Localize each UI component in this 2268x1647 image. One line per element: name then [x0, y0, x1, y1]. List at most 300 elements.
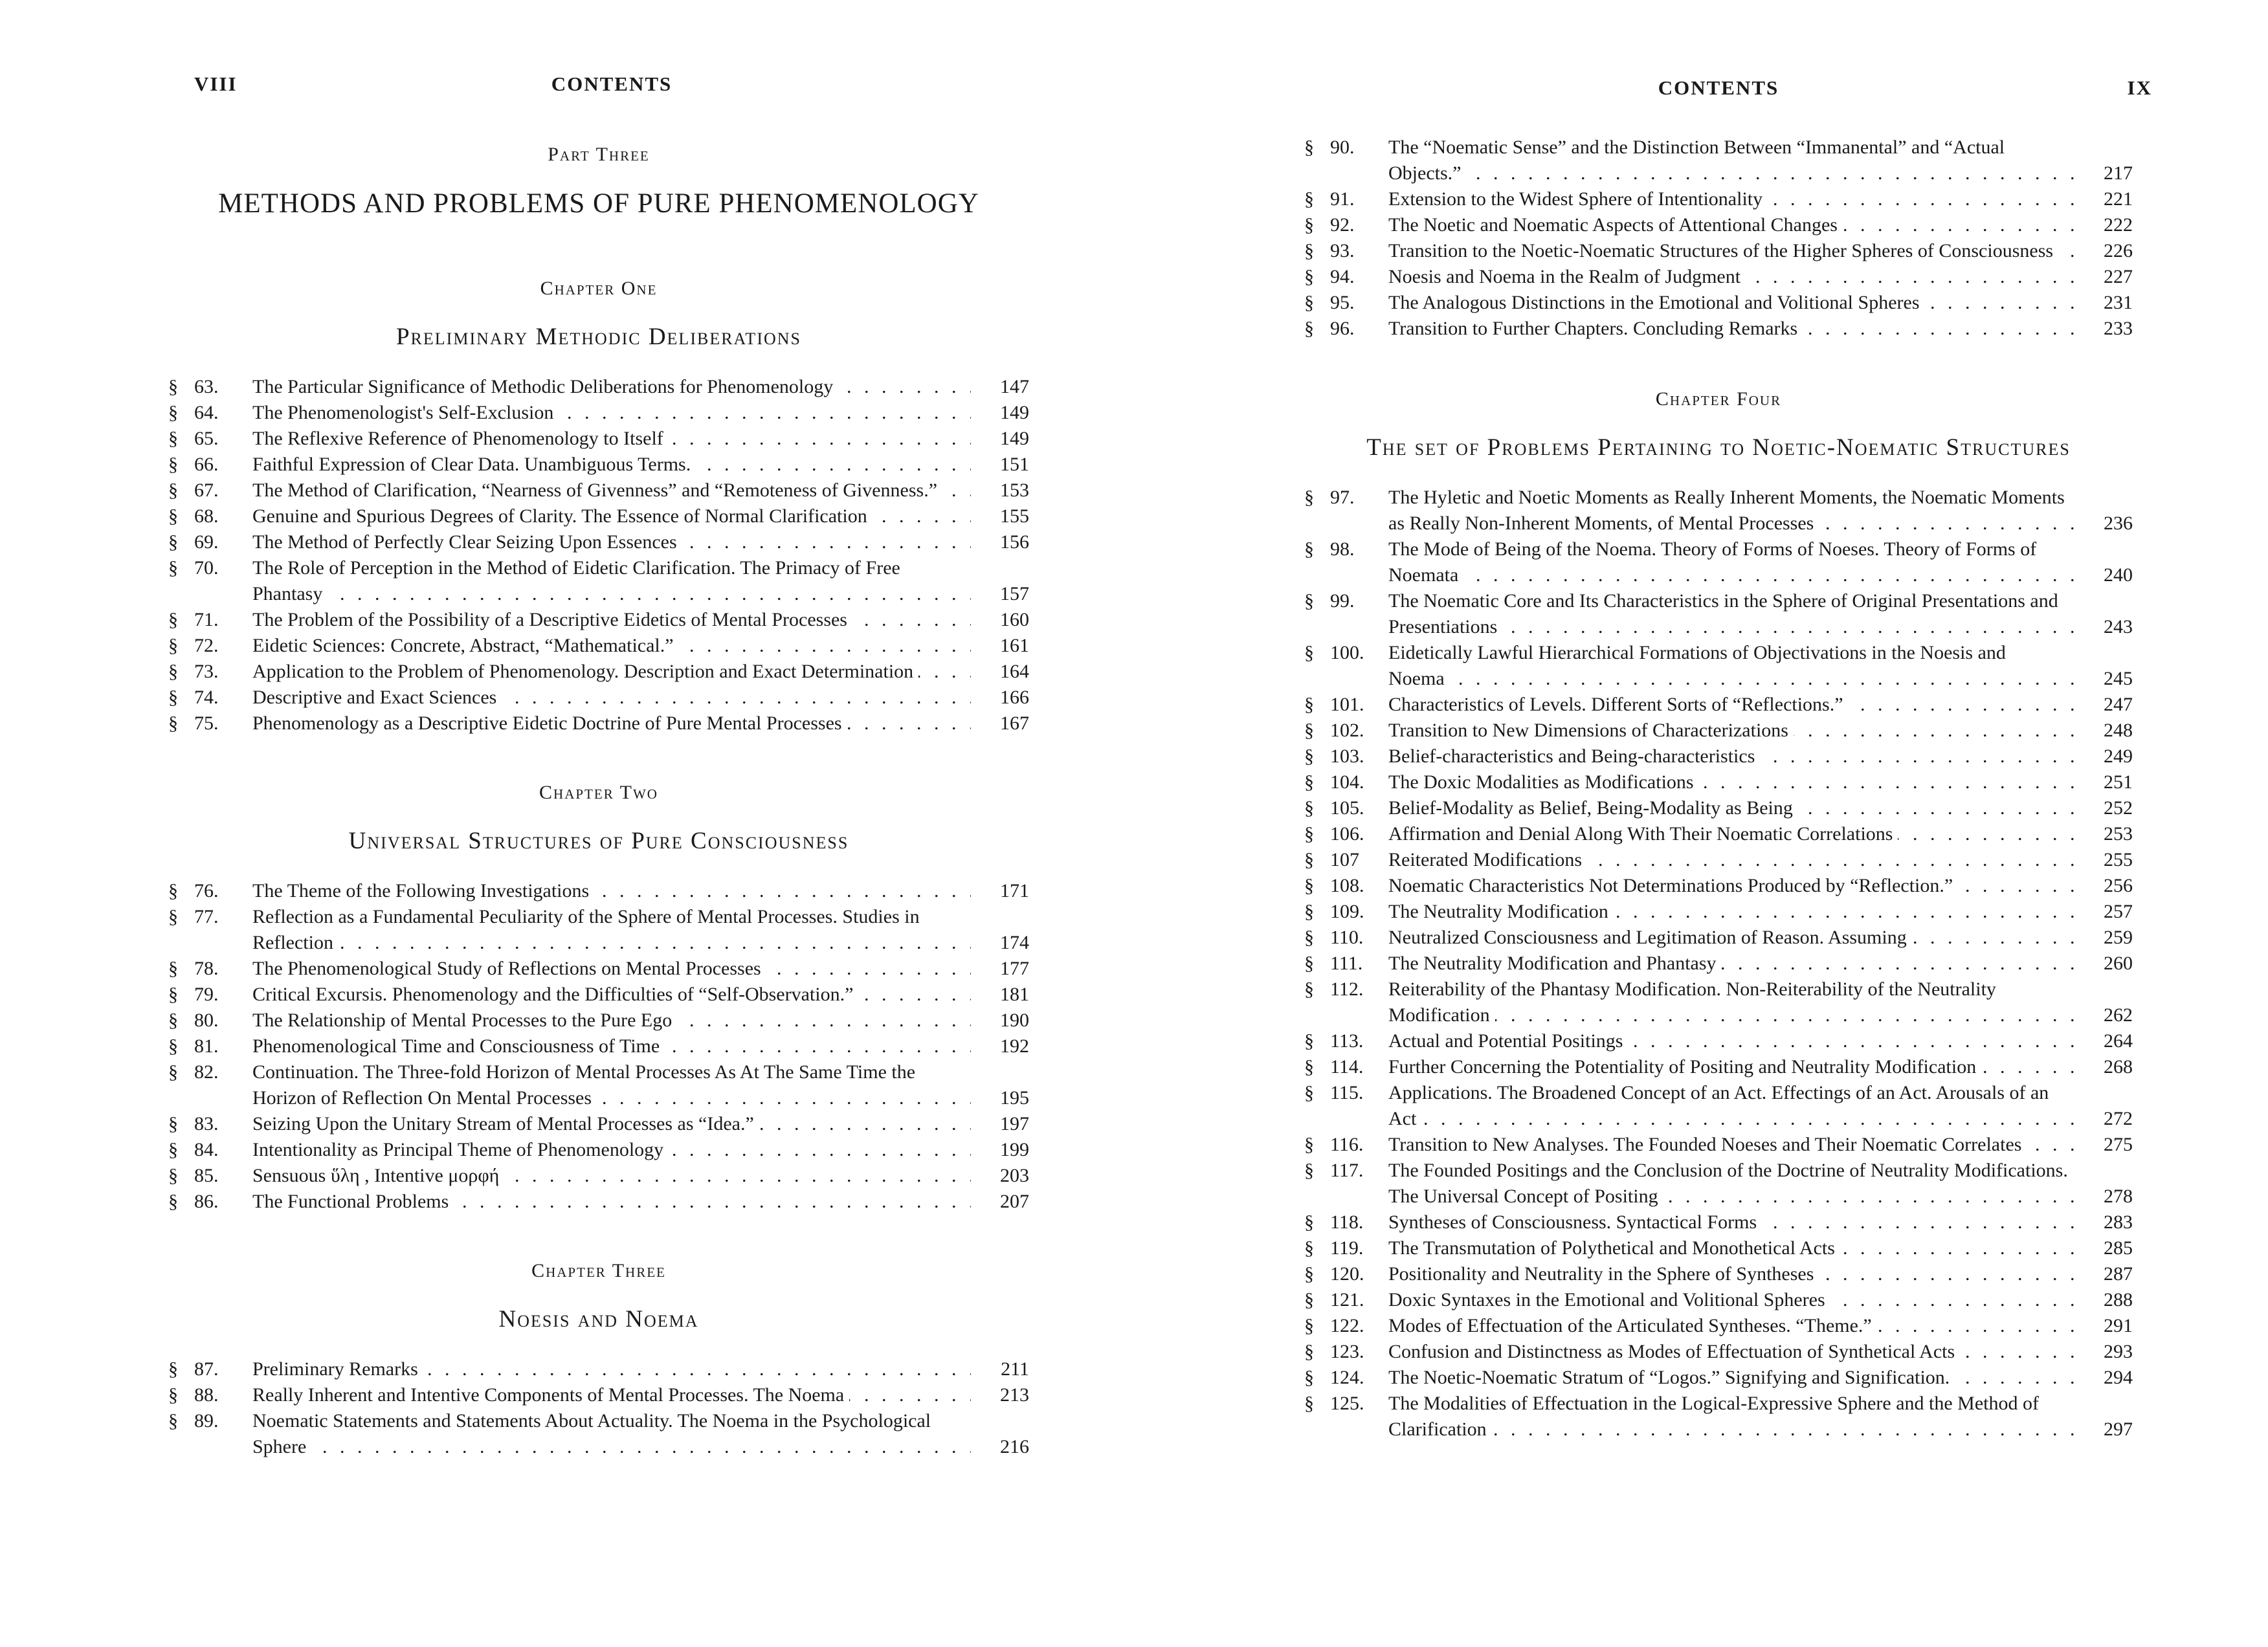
section-number [1304, 316, 1388, 342]
page-ref: 181 [1000, 984, 1029, 1005]
chapter-label: Chapter Four [1655, 388, 1782, 410]
left-chapters [168, 278, 1029, 1460]
page-ref: 155 [1000, 505, 1029, 527]
chapter-title: Preliminary Methodic Deliberations [395, 324, 801, 350]
entry-title: The Hyletic and Noetic Moments as Really Inherent Moments, the Noematic Moments as Really Non-Inherent Moments, of Mental Processes . . . [1388, 485, 2074, 536]
section-number-text: 63. [194, 376, 219, 397]
page-ref: 197 [1000, 1113, 1029, 1134]
toc-entry [1304, 290, 2133, 316]
page-ref: 253 [2104, 823, 2133, 845]
section-number [1304, 290, 1388, 316]
toc-entry [1304, 847, 2133, 873]
chapter-block [168, 278, 1029, 736]
section-number [168, 555, 252, 581]
page-ref: 231 [2104, 292, 2133, 313]
entry-title: Phenomenology as a Descriptive Eidetic Doctrine of Pure Mental Processes . . . [252, 711, 971, 736]
toc-entry [168, 452, 1029, 478]
section-sign: § [1304, 1056, 1314, 1078]
entry-title: Confusion and Distinctness as Modes of Effectuation of Synthetical Acts . . . [1388, 1339, 2074, 1365]
section-number [168, 659, 252, 685]
section-sign: § [168, 505, 178, 527]
toc-entry [168, 478, 1029, 503]
entry-title: Transition to the Noetic-Noematic Structures of the Higher Spheres of Consciousness . . . [1388, 238, 2074, 264]
section-number-text: 91. [1330, 188, 1355, 210]
section-sign: § [168, 1358, 178, 1380]
section-number [168, 374, 252, 400]
entry-title: The Reflexive Reference of Phenomenology to Itself . . . [252, 426, 971, 452]
toc-entry [1304, 925, 2133, 951]
section-number-text: 78. [194, 958, 219, 979]
section-number-text: 67. [194, 480, 219, 501]
page-ref: 227 [2104, 266, 2133, 287]
entry-title: Belief-Modality as Belief, Being-Modality as Being . . . [1388, 795, 2074, 821]
section-sign: § [1304, 642, 1314, 663]
toc-entry [168, 503, 1029, 529]
chapter-title: Universal Structures of Pure Consciousness [348, 828, 849, 854]
section-sign: § [1304, 1393, 1314, 1414]
section-number-text: 70. [194, 557, 219, 579]
page-ref: 268 [2104, 1056, 2133, 1078]
toc-entry [168, 426, 1029, 452]
toc-entry [168, 1008, 1029, 1034]
section-sign: § [168, 687, 178, 708]
section-number-text: 110. [1330, 927, 1364, 948]
section-number [1304, 1365, 1388, 1391]
section-sign: § [1304, 487, 1314, 508]
section-sign: § [1304, 823, 1314, 845]
section-number [1304, 795, 1388, 821]
section-sign: § [1304, 978, 1314, 1000]
section-number-text: 100. [1330, 642, 1364, 663]
section-sign: § [168, 1384, 178, 1406]
section-number [168, 711, 252, 736]
entry-title: The Modalities of Effectuation in the Logical-Expressive Sphere and the Method of Clarification . . . [1388, 1391, 2074, 1443]
section-number-text: 120. [1330, 1263, 1364, 1285]
section-sign: § [168, 1061, 178, 1083]
section-number-text: 90. [1330, 137, 1355, 158]
entry-title: The Problem of the Possibility of a Descriptive Eidetics of Mental Processes . . . [252, 607, 971, 633]
page-ref: 262 [2104, 1004, 2133, 1026]
entry-title: Phenomenological Time and Consciousness of Time . . . [252, 1034, 971, 1059]
running-header-right [1304, 76, 2152, 135]
page-ref: 192 [1000, 1035, 1029, 1057]
entry-title: The Transmutation of Polythetical and Monothetical Acts . . . [1388, 1235, 2074, 1261]
entry-title: Transition to New Dimensions of Characterizations . . . [1388, 718, 2074, 744]
toc-entry [1304, 588, 2133, 640]
section-number [168, 1034, 252, 1059]
section-number [168, 982, 252, 1008]
part-title: METHODS AND PROBLEMS OF PURE PHENOMENOLOGY [218, 188, 979, 219]
section-sign: § [1304, 318, 1314, 339]
chapter-block [168, 1260, 1029, 1460]
section-number-text: 125. [1330, 1393, 1364, 1414]
page-ref: 240 [2104, 564, 2133, 586]
toc-entry [1304, 873, 2133, 899]
toc-entry [168, 904, 1029, 956]
section-number [1304, 1080, 1388, 1106]
section-number-text: 66. [194, 454, 219, 475]
running-title-right: CONTENTS [1658, 76, 1779, 99]
section-sign: § [1304, 1263, 1314, 1285]
page-ref: 195 [1000, 1087, 1029, 1109]
section-number-text: 85. [194, 1165, 219, 1186]
page-ref: 166 [1000, 687, 1029, 708]
toc-entry [168, 1111, 1029, 1137]
section-number [168, 426, 252, 452]
toc-entry [168, 1137, 1029, 1163]
page-ref: 149 [1000, 402, 1029, 423]
entry-title: The Method of Clarification, “Nearness of Givenness” and “Remoteness of Givenness.” . . . [252, 478, 971, 503]
section-number [168, 904, 252, 930]
section-sign: § [168, 402, 178, 423]
entry-title: The Theme of the Following Investigations . . . [252, 878, 971, 904]
page-ref: 233 [2104, 318, 2133, 339]
toc-entry [1304, 1210, 2133, 1235]
section-number [1304, 212, 1388, 238]
page-ref: 243 [2104, 616, 2133, 637]
section-number-text: 94. [1330, 266, 1355, 287]
section-number-text: 112. [1330, 978, 1364, 1000]
section-number-text: 107 [1330, 849, 1359, 870]
entry-title: Reiterated Modifications . . . [1388, 847, 2074, 873]
section-number-text: 84. [194, 1139, 219, 1160]
entry-title: The Mode of Being of the Noema. Theory of Forms of Noeses. Theory of Forms of Noemata . . . [1388, 536, 2074, 588]
toc-list [168, 878, 1029, 1215]
section-sign: § [1304, 538, 1314, 560]
section-sign: § [1304, 849, 1314, 870]
entry-title: Descriptive and Exact Sciences . . . [252, 685, 971, 711]
page-number-left: VIII [194, 72, 238, 95]
entry-title: Critical Excursis. Phenomenology and the Difficulties of “Self-Observation.” . . . [252, 982, 971, 1008]
section-number-text: 73. [194, 661, 219, 682]
section-number-text: 102. [1330, 720, 1364, 741]
section-sign: § [168, 428, 178, 449]
section-number [1304, 1158, 1388, 1184]
chapter-label: Chapter Two [539, 782, 658, 803]
toc-entry [1304, 640, 2133, 692]
page-ref: 174 [1000, 932, 1029, 953]
running-header-left [168, 72, 1029, 131]
section-number [1304, 977, 1388, 1002]
section-number-text: 118. [1330, 1211, 1364, 1233]
toc-entry [168, 1034, 1029, 1059]
section-number-text: 69. [194, 531, 219, 553]
page-ref: 252 [2104, 797, 2133, 819]
toc-entry [1304, 1287, 2133, 1313]
section-number-text: 64. [194, 402, 219, 423]
section-number-text: 103. [1330, 746, 1364, 767]
entry-title: Extension to the Widest Sphere of Intentionality . . . [1388, 186, 2074, 212]
section-sign: § [168, 1113, 178, 1134]
page-ref: 157 [1000, 583, 1029, 604]
toc-entry [1304, 1080, 2133, 1132]
section-number-text: 87. [194, 1358, 219, 1380]
section-number [1304, 769, 1388, 795]
toc-entry [168, 529, 1029, 555]
section-number [168, 607, 252, 633]
left-page [168, 0, 1029, 1460]
section-sign: § [1304, 771, 1314, 793]
section-sign: § [168, 1035, 178, 1057]
section-sign: § [168, 713, 178, 734]
entry-title: The Noetic and Noematic Aspects of Attentional Changes . . . [1388, 212, 2074, 238]
section-sign: § [1304, 797, 1314, 819]
section-number [168, 1356, 252, 1382]
entry-title: Continuation. The Three-fold Horizon of Mental Processes As At The Same Time the Horizon of Reflection On Mental Processes . . . [252, 1059, 971, 1111]
entry-title: Positionality and Neutrality in the Sphere of Syntheses . . . [1388, 1261, 2074, 1287]
page-ref: 283 [2104, 1211, 2133, 1233]
section-number [1304, 1235, 1388, 1261]
section-number [168, 529, 252, 555]
toc-entry [1304, 692, 2133, 718]
page-ref: 149 [1000, 428, 1029, 449]
entry-title: Noematic Statements and Statements About Actuality. The Noema in the Psychological Sphere . . . [252, 1408, 971, 1460]
toc-entry [168, 555, 1029, 607]
section-number [168, 503, 252, 529]
section-number-text: 113. [1330, 1030, 1364, 1052]
page-ref: 255 [2104, 849, 2133, 870]
section-number-text: 96. [1330, 318, 1355, 339]
section-number-text: 121. [1330, 1289, 1364, 1310]
page-ref: 297 [2104, 1419, 2133, 1440]
section-number [1304, 1261, 1388, 1287]
section-sign: § [168, 609, 178, 630]
section-number-text: 81. [194, 1035, 219, 1057]
section-number [1304, 718, 1388, 744]
toc-list-chapter-four [1304, 485, 2133, 1443]
section-number [1304, 135, 1388, 160]
section-number-text: 92. [1330, 214, 1355, 236]
section-sign: § [168, 531, 178, 553]
toc-list [168, 1356, 1029, 1460]
section-number [1304, 238, 1388, 264]
toc-list [168, 374, 1029, 736]
toc-entry [168, 400, 1029, 426]
page-ref: 264 [2104, 1030, 2133, 1052]
page-ref: 287 [2104, 1263, 2133, 1285]
page-ref: 199 [1000, 1139, 1029, 1160]
section-sign: § [168, 984, 178, 1005]
page-ref: 257 [2104, 901, 2133, 922]
section-sign: § [1304, 1367, 1314, 1388]
section-sign: § [1304, 1134, 1314, 1155]
section-number-text: 65. [194, 428, 219, 449]
section-number-text: 75. [194, 713, 219, 734]
section-number [1304, 1287, 1388, 1313]
entry-title: Genuine and Spurious Degrees of Clarity. The Essence of Normal Clarification . . . [252, 503, 971, 529]
section-number [1304, 588, 1388, 614]
toc-entry [1304, 744, 2133, 769]
page-ref: 211 [1001, 1358, 1029, 1380]
section-number [1304, 744, 1388, 769]
section-number [1304, 1132, 1388, 1158]
entry-title: Reiterability of the Phantasy Modification. Non-Reiterability of the Neutrality Modification . . . [1388, 977, 2074, 1028]
section-sign: § [1304, 875, 1314, 896]
toc-entry [168, 711, 1029, 736]
section-number [1304, 1054, 1388, 1080]
toc-entry [168, 374, 1029, 400]
toc-entry [1304, 238, 2133, 264]
section-sign: § [1304, 1160, 1314, 1181]
section-number [168, 1111, 252, 1137]
page-ref: 221 [2104, 188, 2133, 210]
section-number [1304, 1028, 1388, 1054]
page-ref: 167 [1000, 713, 1029, 734]
section-number [1304, 1210, 1388, 1235]
page-ref: 294 [2104, 1367, 2133, 1388]
section-number-text: 80. [194, 1010, 219, 1031]
toc-entry [1304, 977, 2133, 1028]
section-sign: § [168, 906, 178, 927]
entry-title: Faithful Expression of Clear Data. Unambiguous Terms. . . . [252, 452, 971, 478]
section-number-text: 111. [1330, 953, 1363, 974]
page-ref: 177 [1000, 958, 1029, 979]
section-number-text: 98. [1330, 538, 1355, 560]
section-sign: § [1304, 188, 1314, 210]
entry-title: Further Concerning the Potentiality of Positing and Neutrality Modification . . . [1388, 1054, 2074, 1080]
section-number [1304, 951, 1388, 977]
toc-entry [1304, 1313, 2133, 1339]
page-ref: 260 [2104, 953, 2133, 974]
entry-title: Preliminary Remarks . . . [252, 1356, 971, 1382]
toc-entry [1304, 186, 2133, 212]
toc-entry [168, 1356, 1029, 1382]
section-sign: § [168, 1191, 178, 1212]
section-number [1304, 485, 1388, 511]
page-ref: 275 [2104, 1134, 2133, 1155]
section-number-text: 88. [194, 1384, 219, 1406]
section-number [1304, 692, 1388, 718]
entry-title: Eidetically Lawful Hierarchical Formations of Objectivations in the Noesis and Noema . . . [1388, 640, 2074, 692]
entry-title: Neutralized Consciousness and Legitimation of Reason. Assuming . . . [1388, 925, 2074, 951]
toc-entry [1304, 1339, 2133, 1365]
toc-entry [168, 1189, 1029, 1215]
toc-entry [168, 956, 1029, 982]
chapter-label: Chapter Three [531, 1260, 666, 1281]
toc-list-continued [1304, 135, 2133, 342]
page-number-right: IX [2127, 76, 2152, 99]
section-number-text: 79. [194, 984, 219, 1005]
entry-title: The “Noematic Sense” and the Distinction Between “Immanental” and “Actual Objects.” . . . [1388, 135, 2074, 186]
entry-title: Eidetic Sciences: Concrete, Abstract, “Mathematical.” . . . [252, 633, 971, 659]
section-number-text: 108. [1330, 875, 1364, 896]
toc-entry [168, 1408, 1029, 1460]
section-sign: § [168, 1165, 178, 1186]
right-page [1304, 0, 2152, 1443]
chapter-four-block [1304, 388, 2133, 1443]
section-number [1304, 873, 1388, 899]
section-number [1304, 821, 1388, 847]
section-number-text: 82. [194, 1061, 219, 1083]
chapter-title: Noesis and Noema [498, 1306, 699, 1332]
page-ref: 248 [2104, 720, 2133, 741]
toc-entry [1304, 769, 2133, 795]
section-sign: § [168, 376, 178, 397]
section-sign: § [1304, 1341, 1314, 1362]
section-number-text: 99. [1330, 590, 1355, 612]
toc-entry [168, 982, 1029, 1008]
section-sign: § [1304, 240, 1314, 261]
page-ref: 249 [2104, 746, 2133, 767]
section-number [168, 685, 252, 711]
section-sign: § [1304, 1289, 1314, 1310]
toc-entry [1304, 1235, 2133, 1261]
entry-title: The Doxic Modalities as Modifications . . . [1388, 769, 2074, 795]
toc-entry [1304, 821, 2133, 847]
chapter-block [168, 782, 1029, 1215]
section-sign: § [168, 1410, 178, 1431]
section-number [1304, 264, 1388, 290]
toc-entry [1304, 212, 2133, 238]
page-ref: 171 [1000, 880, 1029, 901]
toc-entry [168, 1382, 1029, 1408]
page-ref: 247 [2104, 694, 2133, 715]
entry-title: Reflection as a Fundamental Peculiarity of the Sphere of Mental Processes. Studies in Reflection . . . [252, 904, 971, 956]
entry-title: Doxic Syntaxes in the Emotional and Volitional Spheres . . . [1388, 1287, 2074, 1313]
section-sign: § [168, 1010, 178, 1031]
toc-entry [1304, 1261, 2133, 1287]
section-number [1304, 1391, 1388, 1417]
toc-entry [1304, 1132, 2133, 1158]
running-title-left: CONTENTS [551, 72, 673, 95]
section-sign: § [168, 635, 178, 656]
page-ref: 217 [2104, 162, 2133, 184]
toc-entry [1304, 485, 2133, 536]
toc-entry [168, 633, 1029, 659]
section-sign: § [1304, 266, 1314, 287]
page-ref: 213 [1000, 1384, 1029, 1406]
section-number-text: 77. [194, 906, 219, 927]
section-number-text: 104. [1330, 771, 1364, 793]
toc-entry [1304, 1028, 2133, 1054]
section-sign: § [1304, 292, 1314, 313]
section-number [168, 1137, 252, 1163]
toc-entry [1304, 1054, 2133, 1080]
toc-entry [168, 607, 1029, 633]
section-number-text: 97. [1330, 487, 1355, 508]
page-ref: 190 [1000, 1010, 1029, 1031]
section-sign: § [168, 557, 178, 579]
toc-entry [1304, 135, 2133, 186]
section-sign: § [1304, 927, 1314, 948]
section-number-text: 86. [194, 1191, 219, 1212]
entry-title: Intentionality as Principal Theme of Phenomenology . . . [252, 1137, 971, 1163]
entry-title: Applications. The Broadened Concept of an Act. Effectings of an Act. Arousals of an Act . . . [1388, 1080, 2074, 1132]
page-ref: 216 [1000, 1436, 1029, 1457]
entry-title: The Method of Perfectly Clear Seizing Upon Essences . . . [252, 529, 971, 555]
page-ref: 245 [2104, 668, 2133, 689]
toc-entry [168, 878, 1029, 904]
entry-title: The Noetic-Noematic Stratum of “Logos.” Signifying and Signification. . . . [1388, 1365, 2074, 1391]
section-sign: § [168, 661, 178, 682]
section-sign: § [168, 880, 178, 901]
section-number [1304, 186, 1388, 212]
toc-entry [168, 659, 1029, 685]
section-number [168, 1382, 252, 1408]
toc-entry [168, 1163, 1029, 1189]
entry-title: Modes of Effectuation of the Articulated Syntheses. “Theme.” . . . [1388, 1313, 2074, 1339]
chapter-title: The set of Problems Pertaining to Noetic-Noematic Structures [1366, 434, 2071, 461]
section-number [168, 1163, 252, 1189]
entry-title: The Role of Perception in the Method of Eidetic Clarification. The Primacy of Free Phantasy . . . [252, 555, 971, 607]
section-number-text: 124. [1330, 1367, 1364, 1388]
entry-title: Noematic Characteristics Not Determinations Produced by “Reflection.” . . . [1388, 873, 2074, 899]
section-number-text: 116. [1330, 1134, 1364, 1155]
section-number-text: 71. [194, 609, 219, 630]
section-number [1304, 536, 1388, 562]
entry-title: The Phenomenologist's Self-Exclusion . . . [252, 400, 971, 426]
page-ref: 226 [2104, 240, 2133, 261]
